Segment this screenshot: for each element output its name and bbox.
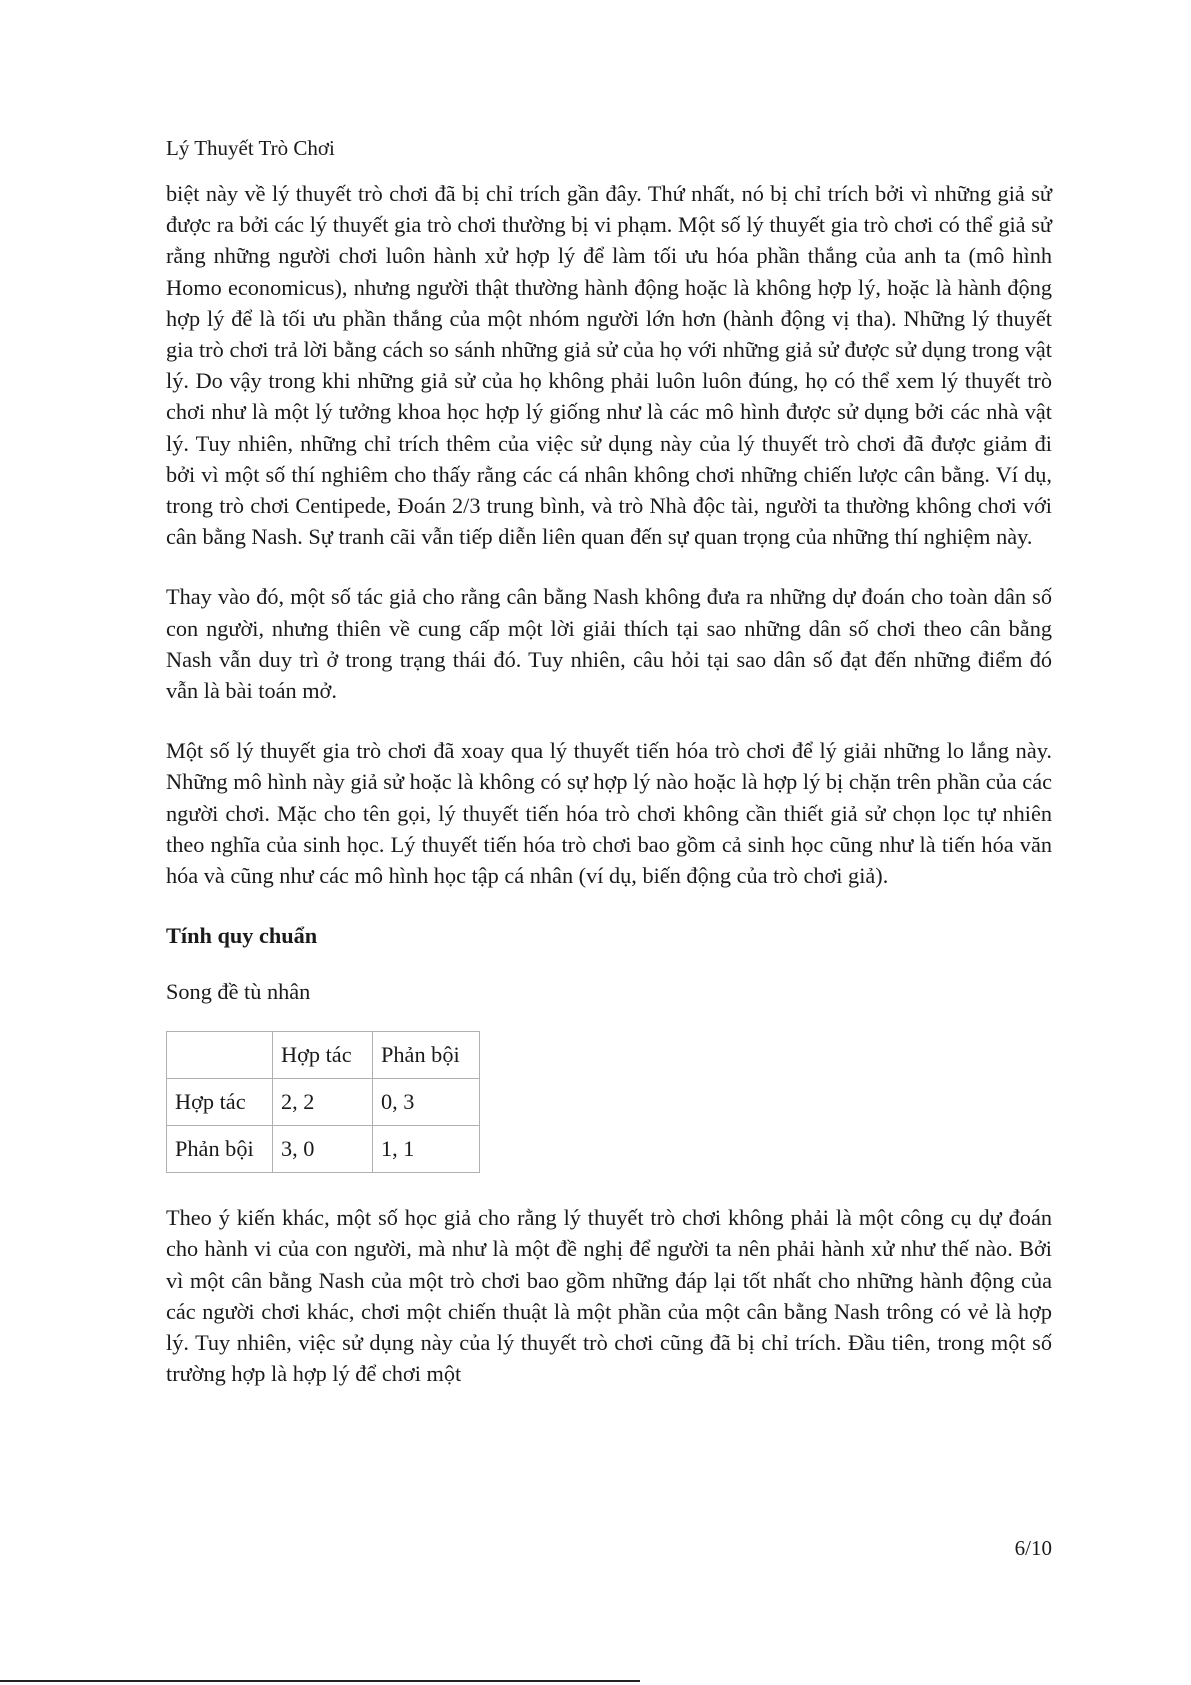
- table-row: [167, 1079, 480, 1126]
- table-gap: [166, 1173, 1052, 1202]
- paragraph-gap: [166, 706, 1052, 735]
- table-header-cooperate: Hợp tác: [273, 1032, 373, 1079]
- page-number: 6/10: [1014, 1536, 1052, 1560]
- table-cell: 3, 0: [273, 1126, 373, 1173]
- paragraph-2: Thay vào đó, một số tác giả cho rằng cân bằng Nash không đưa ra những dự đoán cho toàn dân số con người, nhưng thiên về cung cấp một lời giải thích tại sao những dân số chơi theo cân bằng Nash vẫn duy trì ở trong trạng thái đó. Tuy nhiên, câu hỏi tại sao dân số đạt đến những điểm đó vẫn là bài toán mở.: [166, 584, 1052, 704]
- document-body: [166, 178, 1052, 1389]
- page-header-title: Lý Thuyết Trò Chơi: [166, 136, 335, 160]
- table-header-row: [167, 1032, 480, 1079]
- payoff-table: [166, 1031, 480, 1173]
- paragraph-1: biệt này về lý thuyết trò chơi đã bị chỉ trích gần đây. Thứ nhất, nó bị chỉ trích bởi vì những giả sử được ra bởi các lý thuyết gia trò chơi thường bị vi phạm. Một số lý thuyết gia trò chơi có thể giả sử rằng những người chơi luôn hành xử hợp lý để làm tối ưu hóa phần thắng của anh ta (mô hình Homo economicus), nhưng người thật thường hành động hoặc là không hợp lý, hoặc là hành động hợp lý để là tối ưu phần thắng của một nhóm người lớn hơn (hành động vị tha). Những lý thuyết gia trò chơi trả lời bằng cách so sánh những giả sử của họ với những giả sử được sử dụng trong vật lý. Do vậy trong khi những giả sử của họ không phải luôn luôn đúng, họ có thể xem lý thuyết trò chơi như là một lý tưởng khoa học hợp lý giống như là các mô hình được sử dụng bởi các nhà vật lý. Tuy nhiên, những chỉ trích thêm của việc sử dụng này của lý thuyết trò chơi đã được giảm đi bởi vì một số thí nghiêm cho thấy rằng các cá nhân không chơi những chiến lược cân bằng. Ví dụ, trong trò chơi Centipede, Đoán 2/3 trung bình, và trò Nhà độc tài, người ta thường không chơi với cân bằng Nash. Sự tranh cãi vẫn tiếp diễn liên quan đến sự quan trọng của những thí nghiệm này.: [166, 181, 1052, 550]
- table-caption: Song đề tù nhân: [166, 979, 311, 1005]
- table-cell: 0, 3: [373, 1079, 480, 1126]
- paragraph-4: Theo ý kiến khác, một số học giả cho rằng lý thuyết trò chơi không phải là một công cụ dự đoán cho hành vi của con người, mà như là một đề nghị để người ta nên phải hành xử như thế nào. Bởi vì một cân bằng Nash của một trò chơi bao gồm những đáp lại tốt nhất cho những hành động của các người chơi khác, chơi một chiến thuật là một phần của một cân bằng Nash trông có vẻ là hợp lý. Tuy nhiên, việc sử dụng này của lý thuyết trò chơi cũng đã bị chỉ trích. Đầu tiên, trong một số trường hợp là hợp lý để chơi một: [166, 1205, 1052, 1387]
- table-cell: 2, 2: [273, 1079, 373, 1126]
- table-row-label: Phản bội: [167, 1126, 273, 1173]
- section-heading: Tính quy chuẩn: [166, 923, 318, 949]
- table-cell-corner: [167, 1032, 273, 1079]
- caption-gap: [166, 1007, 1052, 1031]
- paragraph-gap: [166, 891, 1052, 920]
- table-row: [167, 1126, 480, 1173]
- table-row-label: Hợp tác: [167, 1079, 273, 1126]
- paragraph-3: Một số lý thuyết gia trò chơi đã xoay qua lý thuyết tiến hóa trò chơi để lý giải những lo lắng này. Những mô hình này giả sử hoặc là không có sự hợp lý nào hoặc là hợp lý bị chặn trên phần của các người chơi. Mặc cho tên gọi, lý thuyết tiến hóa trò chơi không cần thiết giả sử chọn lọc tự nhiên theo nghĩa của sinh học. Lý thuyết tiến hóa trò chơi bao gồm cả sinh học cũng như là tiến hóa văn hóa và cũng như các mô hình học tập cá nhân (ví dụ, biến động của trò chơi giả).: [166, 738, 1052, 889]
- paragraph-gap: [166, 552, 1052, 581]
- bottom-rule: [0, 1680, 640, 1682]
- table-cell: 1, 1: [373, 1126, 480, 1173]
- heading-gap: [166, 951, 1052, 976]
- table-header-defect: Phản bội: [373, 1032, 480, 1079]
